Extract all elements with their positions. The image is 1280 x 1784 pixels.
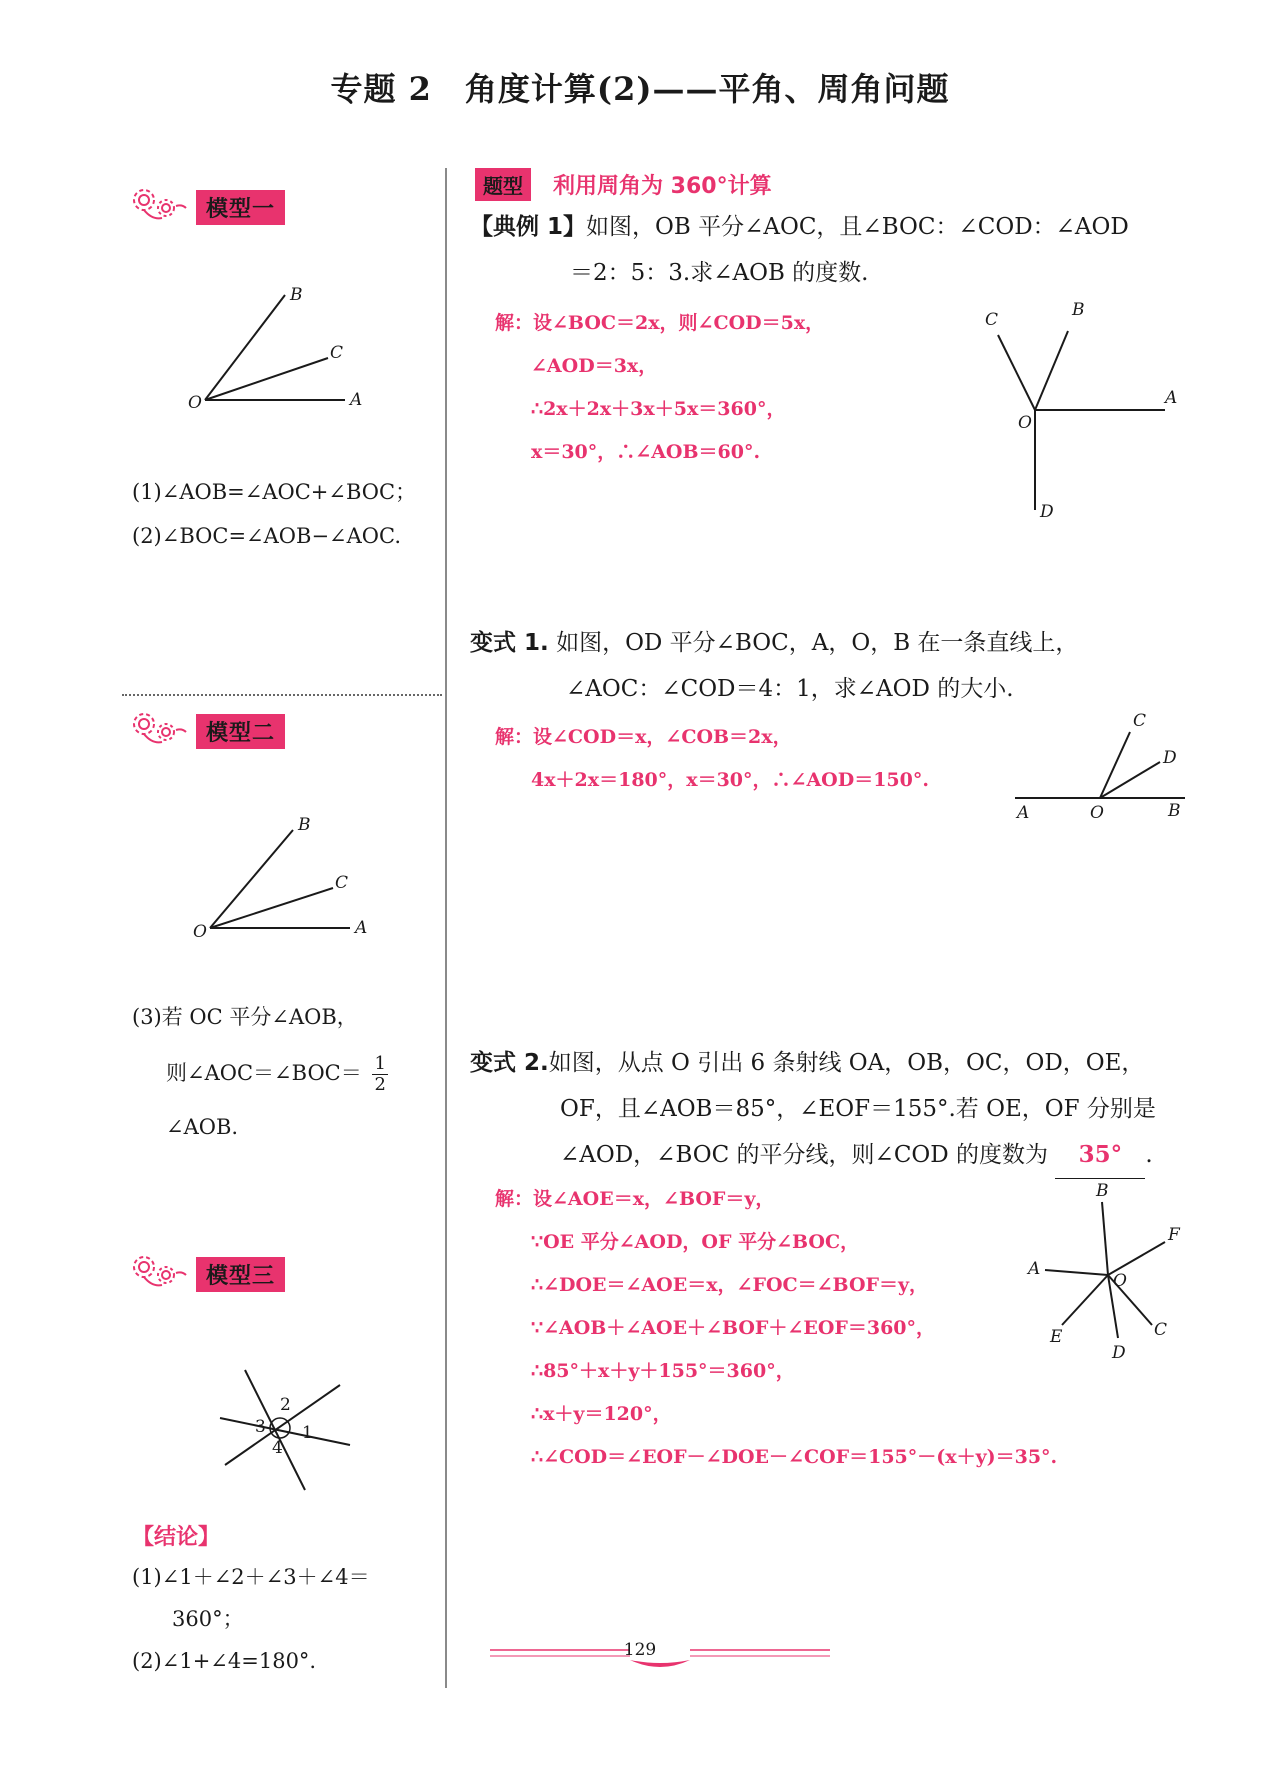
model-two-diagram — [185, 800, 385, 940]
model-two-line-3: ∠AOB. — [166, 1115, 239, 1139]
model-one-diagram — [180, 275, 380, 415]
model-two-line-1: (3)若 OC 平分∠AOB， — [132, 1005, 358, 1029]
model-one-line-1: (1)∠AOB=∠AOC+∠BOC； — [132, 480, 417, 504]
label-b: B — [298, 815, 311, 835]
page-title: 专题 2 角度计算(2)——平角、周角问题 — [330, 70, 950, 108]
type-badge: 题型 — [475, 168, 531, 201]
angle-label-4: 4 — [272, 1438, 283, 1458]
page-number: 129 — [623, 1640, 657, 1660]
variant-2-label: 变式 2. — [470, 1050, 549, 1076]
model-two-line-2-text: 则∠AOC＝∠BOC＝ — [166, 1061, 362, 1085]
solution-line: ∴∠COD＝∠EOF－∠DOE－∠COF＝155°－(x＋y)＝35°. — [531, 1446, 1058, 1468]
label-b: B — [1168, 801, 1181, 820]
solution-line: 4x＋2x＝180°，x＝30°，∴∠AOD＝150°. — [531, 769, 929, 791]
model-one-line-2: (2)∠BOC=∠AOB−∠AOC. — [132, 524, 402, 548]
label-a: A — [1017, 803, 1030, 820]
type-title: 利用周角为 360°计算 — [553, 174, 772, 199]
label-b: B — [1096, 1181, 1109, 1201]
label-c: C — [1154, 1320, 1168, 1340]
conclusion-line-1: (1)∠1＋∠2＋∠3＋∠4＝ — [132, 1565, 370, 1589]
example-1-question — [470, 204, 1190, 296]
variant-2-line-3: ∠AOD，∠BOC 的平分线，则∠COD 的度数为 — [560, 1142, 1049, 1168]
flower-icon — [132, 1255, 188, 1293]
angle-label-1: 1 — [302, 1423, 313, 1443]
model-one-text — [132, 470, 442, 558]
label-d: D — [1040, 502, 1054, 522]
conclusion-line-3: (2)∠1+∠4=180°. — [132, 1649, 317, 1673]
flower-icon — [132, 188, 188, 226]
example-1-diagram — [960, 295, 1200, 525]
fraction-half — [372, 1054, 387, 1095]
variant-1-label: 变式 1. — [470, 630, 549, 656]
solution-line: ∠AOD＝3x， — [531, 355, 658, 377]
variant-1-question — [470, 620, 1190, 712]
fraction-denominator: 2 — [374, 1074, 386, 1095]
label-a: A — [1028, 1259, 1041, 1279]
solution-line: ∵∠AOB＋∠AOE＋∠BOF＋∠EOF＝360°， — [531, 1317, 936, 1339]
example-1-line-2: ＝2：5：3.求∠AOB 的度数. — [570, 260, 869, 286]
example-1-line-1: 如图，OB 平分∠AOC，且∠BOC：∠COD：∠AOD — [586, 214, 1129, 240]
flower-icon — [132, 712, 188, 750]
example-1-label: 【典例 1】 — [470, 214, 587, 240]
label-o: O — [1113, 1271, 1127, 1291]
label-d: D — [1163, 748, 1177, 768]
type-header — [475, 168, 772, 201]
label-e: E — [1050, 1327, 1063, 1347]
conclusion-line-2: 360°； — [172, 1607, 244, 1631]
model-one-tag — [132, 188, 285, 226]
model-label: 模型三 — [196, 1257, 285, 1292]
label-o: O — [1090, 803, 1104, 820]
model-label: 模型二 — [196, 714, 285, 749]
variant-2-line-1: 如图，从点 O 引出 6 条射线 OA，OB，OC，OD，OE， — [548, 1050, 1145, 1076]
solution-line: ∴2x＋2x＋3x＋5x＝360°， — [531, 398, 786, 420]
angle-label-3: 3 — [255, 1417, 266, 1437]
solution-line: 解：设∠AOE＝x，∠BOF＝y， — [495, 1188, 775, 1210]
example-1-solution — [495, 302, 925, 474]
section-separator — [122, 694, 442, 696]
column-divider — [445, 168, 447, 1688]
angle-label-2: 2 — [280, 1395, 291, 1415]
variant-2-line-2: OF，且∠AOB＝85°，∠EOF＝155°.若 OE，OF 分别是 — [560, 1096, 1156, 1122]
answer-blank: 35° — [1055, 1132, 1145, 1179]
solution-line: x＝30°，∴∠AOB＝60°. — [531, 441, 761, 463]
model-label: 模型一 — [196, 190, 285, 225]
conclusion-text — [132, 1556, 442, 1682]
model-three-tag — [132, 1255, 285, 1293]
label-o: O — [193, 922, 207, 940]
variant-1-diagram — [1005, 710, 1195, 820]
variant-2-question — [470, 1040, 1200, 1179]
label-c: C — [330, 343, 344, 363]
label-o: O — [1018, 413, 1032, 433]
solution-line: ∴∠DOE＝∠AOE＝x，∠FOC＝∠BOF＝y， — [531, 1274, 929, 1296]
solution-line: ∴x＋y＝120°， — [531, 1403, 672, 1425]
variant-2-line-3-end: . — [1145, 1142, 1153, 1168]
label-d: D — [1112, 1343, 1126, 1363]
model-three-diagram — [210, 1350, 360, 1500]
variant-1-solution — [495, 716, 995, 802]
label-c: C — [335, 873, 349, 893]
label-a: A — [1165, 388, 1178, 408]
label-a: A — [350, 390, 363, 410]
label-b: B — [1072, 300, 1085, 320]
label-c: C — [985, 310, 999, 330]
solution-line: ∴85°＋x＋y＋155°＝360°， — [531, 1360, 795, 1382]
conclusion-title: 【结论】 — [132, 1525, 221, 1550]
label-b: B — [290, 285, 303, 305]
label-o: O — [188, 393, 202, 413]
solution-line: 解：设∠COD＝x，∠COB＝2x， — [495, 726, 792, 748]
model-two-tag — [132, 712, 285, 750]
model-two-text — [132, 995, 442, 1149]
solution-line: 解：设∠BOC＝2x，则∠COD＝5x， — [495, 312, 825, 334]
variant-1-line-2: ∠AOC：∠COD＝4：1，求∠AOD 的大小. — [566, 676, 1014, 702]
label-a: A — [355, 918, 368, 938]
label-f: F — [1168, 1225, 1180, 1245]
variant-2-diagram — [1020, 1180, 1200, 1370]
label-c: C — [1133, 711, 1147, 731]
model-two-line-2 — [132, 1051, 442, 1095]
variant-1-line-1: 如图，OD 平分∠BOC，A，O，B 在一条直线上， — [556, 630, 1079, 656]
fraction-numerator: 1 — [374, 1053, 386, 1074]
solution-line: ∵OE 平分∠AOD，OF 平分∠BOC， — [531, 1231, 860, 1253]
